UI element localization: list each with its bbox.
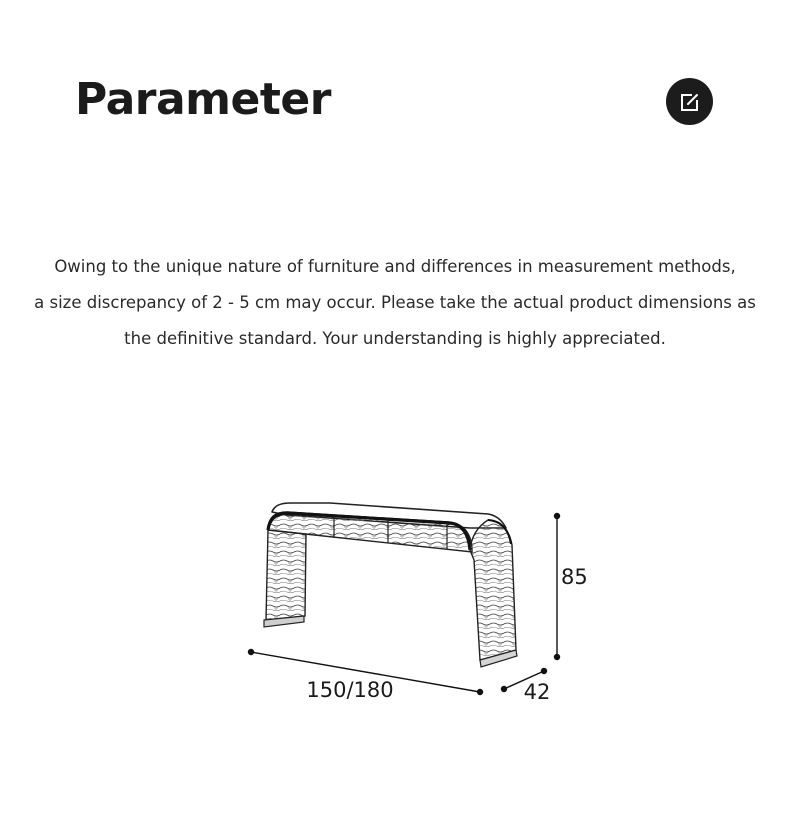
dimension-height-line bbox=[554, 513, 560, 660]
console-table-illustration bbox=[264, 503, 517, 667]
notice-line-2: a size discrepancy of 2 - 5 cm may occur. Please take the actual product dimensions as bbox=[34, 293, 756, 312]
width-label: 150/180 bbox=[306, 678, 394, 702]
page-title: Parameter bbox=[75, 74, 331, 125]
notice-line-3: the definitive standard. Your understanding is highly appreciated. bbox=[124, 329, 666, 348]
height-label: 85 bbox=[561, 565, 588, 589]
notice-line-1: Owing to the unique nature of furniture and differences in measurement methods, bbox=[54, 257, 736, 276]
depth-label: 42 bbox=[523, 680, 551, 704]
